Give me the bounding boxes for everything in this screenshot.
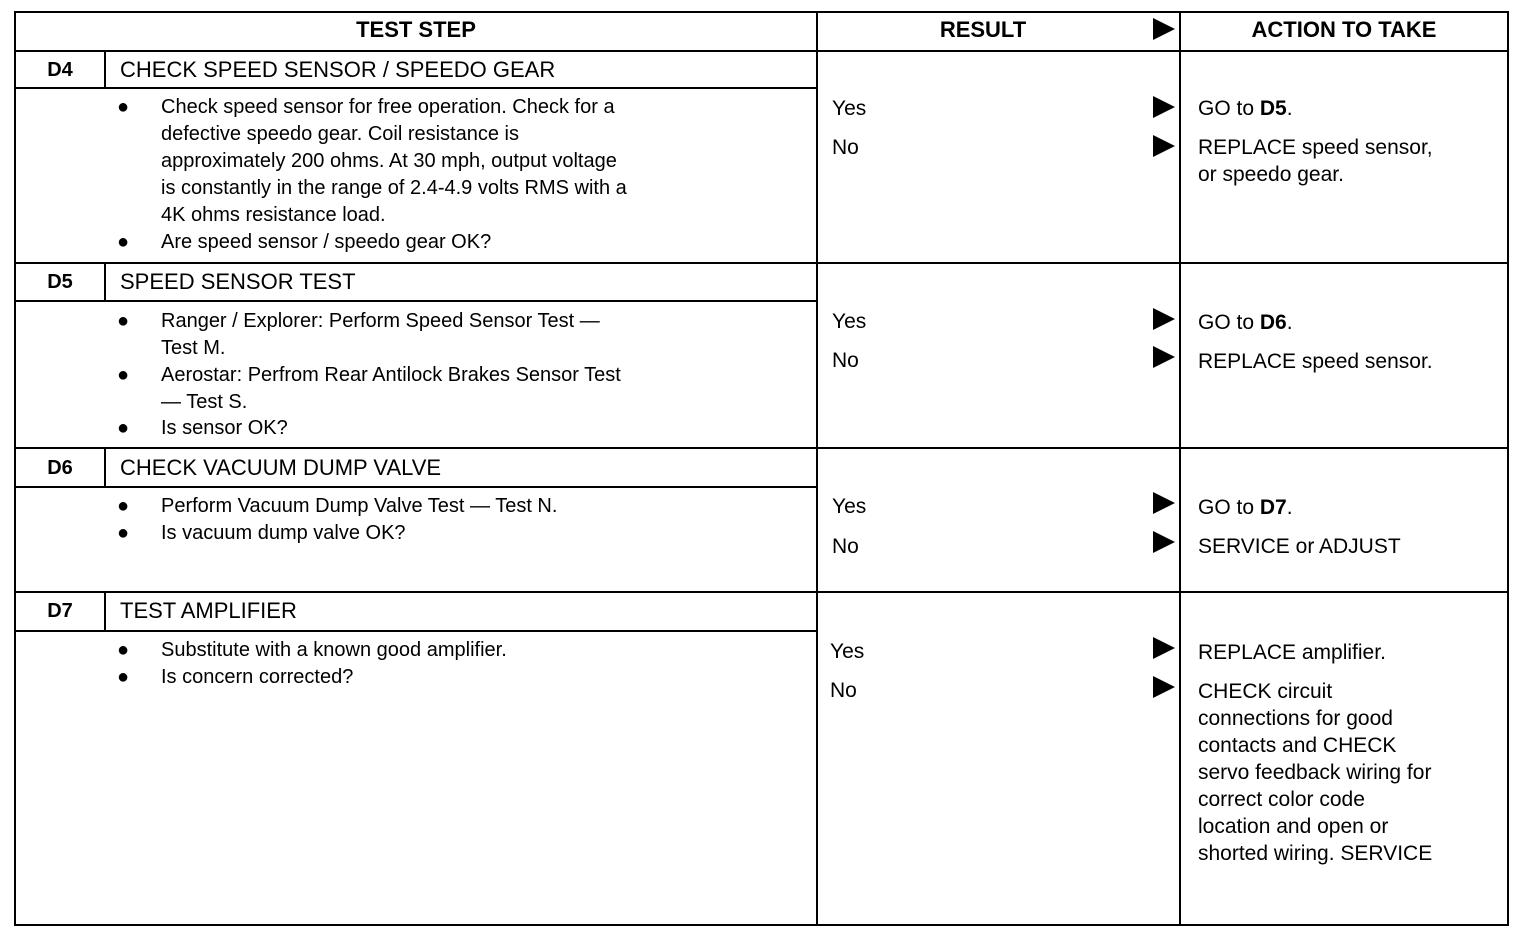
step-d6-title: CHECK VACUUM DUMP VALVE [120, 455, 442, 480]
arrow-icon [1153, 637, 1175, 659]
step-d7-bullet-2-line-1: Is concern corrected? [161, 666, 354, 688]
bullet-icon: ● [117, 96, 130, 118]
step-d5-bullet-2-line-1: Aerostar: Perfrom Rear Antilock Brakes Sensor Test [161, 364, 621, 386]
step-d5-action-yes [1198, 309, 1293, 336]
action-line: servo feedback wiring for [1198, 761, 1432, 784]
step-d5-bullet-1-line-2: Test M. [161, 337, 226, 359]
step-d4-bullet-1-line-4: is constantly in the range of 2.4-4.9 volts RMS with a [161, 177, 627, 199]
action-text: GO to [1198, 97, 1260, 120]
action-step-ref: D5 [1259, 97, 1287, 120]
step-d4-action-no [1198, 134, 1433, 188]
step-d6-result-yes: Yes [832, 495, 867, 518]
header-action: ACTION TO TAKE [1251, 17, 1437, 42]
step-d5-code: D5 [47, 271, 73, 293]
step-d6-code: D6 [47, 457, 73, 479]
arrow-icon [1153, 492, 1175, 514]
bullet-icon: ● [117, 231, 130, 253]
action-suffix: . [1286, 311, 1293, 334]
step-d7-result-yes: Yes [830, 640, 865, 663]
step-d5-title: SPEED SENSOR TEST [120, 269, 356, 294]
action-line: shorted wiring. SERVICE [1198, 842, 1433, 865]
step-d4-result-yes: Yes [832, 97, 867, 120]
step-d7-code-divider [104, 591, 106, 632]
arrow-icon [1153, 676, 1175, 698]
arrow-icon [1153, 531, 1175, 553]
step-d7-title: TEST AMPLIFIER [120, 598, 297, 623]
step-d4-bullet-1-line-2: defective speedo gear. Coil resistance is [161, 123, 519, 145]
bullet-icon: ● [117, 639, 130, 661]
step-d6-code-divider [104, 447, 106, 488]
action-line: correct color code [1198, 788, 1365, 811]
step-d7-code: D7 [47, 600, 73, 622]
bullet-icon: ● [117, 364, 130, 386]
arrow-icon [1153, 135, 1175, 157]
step-d4-action-yes [1198, 95, 1293, 122]
bullet-icon: ● [117, 522, 130, 544]
step-d4-title: CHECK SPEED SENSOR / SPEEDO GEAR [120, 57, 556, 82]
step-d4-code: D4 [47, 59, 73, 81]
step-d5-result-no: No [832, 349, 859, 372]
step-d4-bullet-1-line-5: 4K ohms resistance load. [161, 204, 386, 226]
action-line: location and open or [1198, 815, 1389, 838]
header-result: RESULT [939, 17, 1027, 42]
step-d5-result-yes: Yes [832, 310, 867, 333]
bullet-icon: ● [117, 666, 130, 688]
step-d7-result-no: No [830, 679, 857, 702]
step-d4-result-no: No [832, 136, 859, 159]
step-d4-bullet-1-line-3: approximately 200 ohms. At 30 mph, output voltage [161, 150, 617, 172]
step-d5-bullet-2-line-2: — Test S. [161, 391, 248, 413]
step-d7-bullet-1-line-1: Substitute with a known good amplifier. [161, 639, 507, 661]
action-step-ref: D6 [1259, 311, 1287, 334]
action-line: SERVICE or ADJUST [1198, 535, 1401, 558]
action-suffix: . [1286, 97, 1293, 120]
step-d5-action-no [1198, 348, 1433, 375]
step-d7-action-yes [1198, 639, 1386, 666]
action-line: REPLACE speed sensor, [1198, 136, 1433, 159]
action-text: GO to [1198, 496, 1260, 519]
column-divider-action [1179, 11, 1181, 926]
arrow-icon [1153, 346, 1175, 368]
header-test-step: TEST STEP [356, 17, 476, 42]
step-d5-bullet-1-line-1: Ranger / Explorer: Perform Speed Sensor Test — [161, 310, 600, 332]
step-d6-action-yes [1198, 494, 1293, 521]
bullet-icon: ● [117, 310, 130, 332]
header-arrow-icon [1153, 18, 1175, 40]
step-d6-action-no [1198, 533, 1401, 560]
step-d6-result-no: No [832, 535, 859, 558]
action-line: or speedo gear. [1198, 163, 1344, 186]
step-d6-bullet-2-line-1: Is vacuum dump valve OK? [161, 522, 406, 544]
arrow-icon [1153, 308, 1175, 330]
action-line: contacts and CHECK [1198, 734, 1397, 757]
action-suffix: . [1286, 496, 1293, 519]
arrow-icon [1153, 96, 1175, 118]
action-line: REPLACE speed sensor. [1198, 350, 1433, 373]
bullet-icon: ● [117, 417, 130, 439]
step-d7-action-no [1198, 678, 1432, 867]
step-d6-bullet-1-line-1: Perform Vacuum Dump Valve Test — Test N. [161, 495, 558, 517]
action-line: REPLACE amplifier. [1198, 641, 1386, 664]
step-d4-code-divider [104, 50, 106, 89]
step-d4-bullet-1-line-1: Check speed sensor for free operation. Check for a [161, 96, 615, 118]
action-line: connections for good [1198, 707, 1393, 730]
step-d5-code-divider [104, 262, 106, 302]
step-d5-bullet-3-line-1: Is sensor OK? [161, 417, 288, 439]
step-d4-bullet-2-line-1: Are speed sensor / speedo gear OK? [161, 231, 492, 253]
action-step-ref: D7 [1259, 496, 1287, 519]
bullet-icon: ● [117, 495, 130, 517]
action-text: GO to [1198, 311, 1260, 334]
action-line: CHECK circuit [1198, 680, 1333, 703]
